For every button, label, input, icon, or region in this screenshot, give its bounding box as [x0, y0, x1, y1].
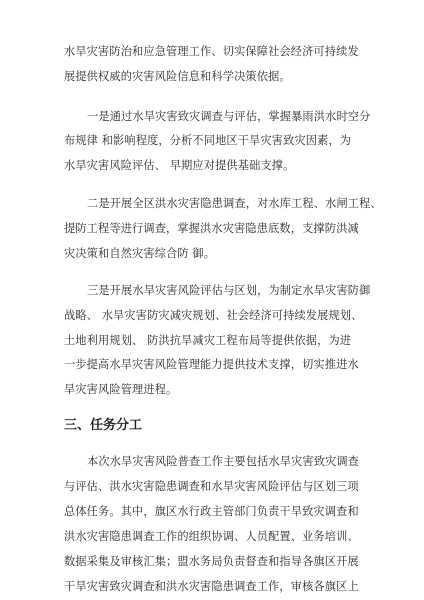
- section-heading: 三、任务分工: [64, 418, 143, 433]
- para4-line-2: 与评估、洪水灾害隐患调查和水旱灾害风险评估与区划三项: [64, 480, 359, 493]
- para2-line-3: 灾决策和自然灾害综合防 御。: [64, 247, 216, 260]
- para4-line-6: 干旱灾害致灾调查和洪水灾害隐患调查工作，审核各旗区上: [64, 580, 359, 593]
- intro-line-1: 水旱灾害防治和应急管理工作、切实保障社会经济可持续发: [64, 45, 359, 58]
- para3-lead: 三是: [87, 284, 110, 297]
- para1-lead: 一是: [87, 110, 110, 123]
- para2-text-1: 开展全区洪水灾害隐患调查，对水库工程、水闸工程、: [109, 197, 382, 210]
- para4-line-5: 数据采集及审核汇集；盟水务局负责督查和指导各旗区开展: [64, 555, 359, 568]
- para4-line-1: 本次水旱灾害风险普查工作主要包括水旱灾害致灾调查: [87, 455, 360, 468]
- para1-line-2: 布规律 和影响程度，分析不同地区干旱灾害致灾因素，为: [64, 134, 352, 147]
- para3-text-1: 开展水旱灾害风险评估与区划，为制定水旱灾害防御: [109, 284, 371, 297]
- para1-line-1: [87, 110, 370, 124]
- para2-line-1: [87, 197, 382, 211]
- para3-line-3: 土地利用规划、 防洪抗旱减灾工程布局等提供依据，为进: [64, 334, 352, 347]
- para3-line-1: [87, 284, 370, 298]
- para1-line-3: 水旱灾害风险评估、 早期应对提供基础支撑。: [64, 159, 295, 172]
- para1-text-1: 通过水旱灾害致灾调查与评估，掌握暴雨洪水时空分: [109, 110, 371, 123]
- intro-line-2: 展提供权威的灾害风险信息和科学决策依据。: [64, 70, 291, 83]
- para3-line-5: 旱灾害风险管理进程。: [64, 383, 178, 396]
- para4-line-4: 洪水灾害隐患调查工作的组织协调、人员配置、业务培训、: [64, 530, 359, 543]
- para2-line-2: 提防工程等进行调查，掌握洪水灾害隐患底数，支撑防洪减: [64, 222, 359, 235]
- para3-line-2: 战略、 水旱灾害防灾减灾规划、社会经济可持续发展规划、: [64, 309, 363, 322]
- para3-line-4: 一步提高水旱灾害风险管理能力提供技术支撑，切实推进水: [64, 358, 359, 371]
- para2-lead: 二是: [87, 197, 110, 210]
- para4-line-3: 总体任务。其中，旗区水行政主管部门负责干旱致灾调查和: [64, 505, 359, 518]
